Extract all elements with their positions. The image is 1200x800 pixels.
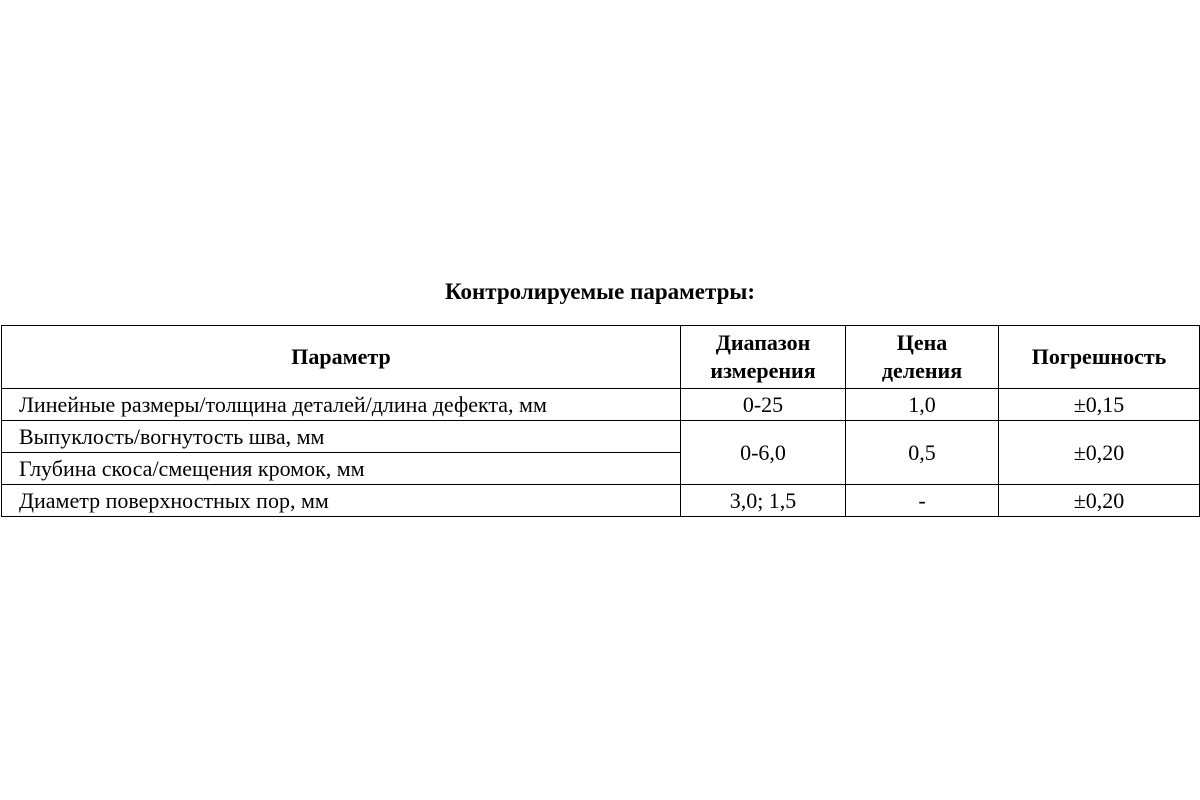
- parameters-table: [1, 325, 1200, 517]
- row-parameter: Глубина скоса/смещения кромок, мм: [2, 453, 681, 485]
- header-measurement-range: [681, 326, 846, 389]
- header-parameter-label: Параметр: [291, 344, 391, 369]
- header-division-line1: Цена: [896, 330, 948, 355]
- row-division: 0,5: [846, 421, 999, 485]
- table-row: [2, 421, 1200, 453]
- table-header-row: [2, 326, 1200, 389]
- row-parameter: Диаметр поверхностных пор, мм: [2, 485, 681, 517]
- row-range: 0-25: [681, 389, 846, 421]
- header-range-line1: Диапазон: [715, 330, 811, 355]
- table-row: [2, 485, 1200, 517]
- row-parameter: Выпуклость/вогнутость шва, мм: [2, 421, 681, 453]
- header-error-label: Погрешность: [1031, 344, 1167, 369]
- header-range-line2: измерения: [710, 358, 816, 383]
- table-row: [2, 389, 1200, 421]
- header-division-value: [846, 326, 999, 389]
- row-parameter: Линейные размеры/толщина деталей/длина дефекта, мм: [2, 389, 681, 421]
- row-range: 3,0; 1,5: [681, 485, 846, 517]
- row-range: 0-6,0: [681, 421, 846, 485]
- row-error: ±0,15: [999, 389, 1200, 421]
- header-division-line2: деления: [881, 358, 963, 383]
- header-error: [999, 326, 1200, 389]
- row-division: 1,0: [846, 389, 999, 421]
- row-division: -: [846, 485, 999, 517]
- header-parameter: [2, 326, 681, 389]
- row-error: ±0,20: [999, 485, 1200, 517]
- row-error: ±0,20: [999, 421, 1200, 485]
- table-title: Контролируемые параметры:: [445, 279, 755, 304]
